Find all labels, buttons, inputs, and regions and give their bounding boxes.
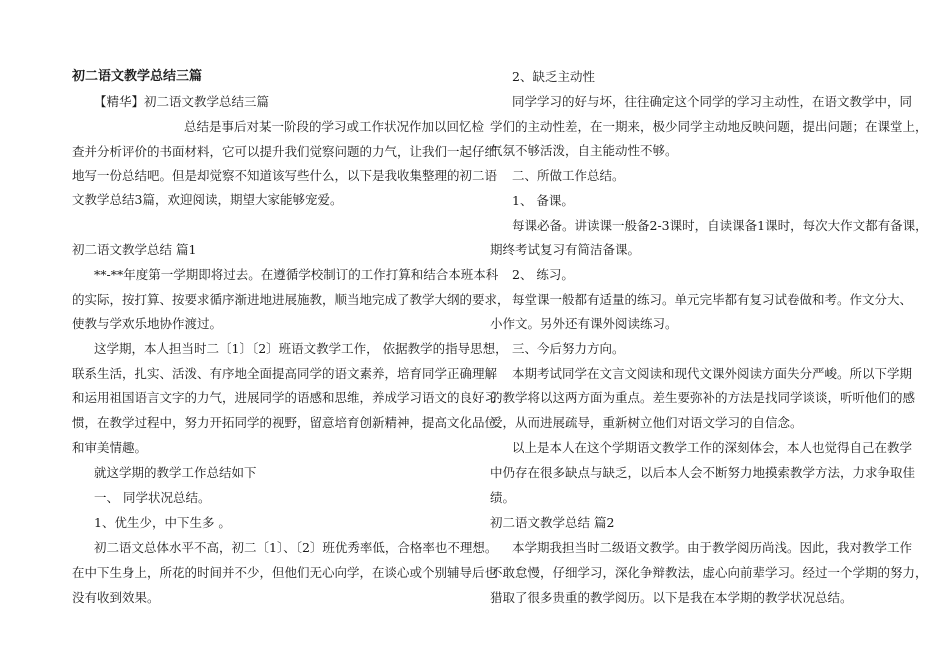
document-subtitle: 【精华】初二语文教学总结三篇 bbox=[94, 94, 270, 109]
paragraph-line: 每堂课一般都有适量的练习。单元完毕都有复习试卷做和考。作文分大、 bbox=[512, 292, 913, 307]
intro-line: 查并分析评价的书面材料，它可以提升我们觉察问题的力气，让我们一起仔细 bbox=[72, 144, 498, 159]
paragraph-line: 联系生活，扎实、活泼、有序地全面提高同学的语文素养，培育同学正确理解 bbox=[72, 366, 498, 381]
paragraph-line: 和审美情趣。 bbox=[72, 440, 148, 455]
paragraph-line: 这学期，本人担当时二〔1〕〔2〕班语文教学工作， 依据教学的指导思想， bbox=[94, 341, 508, 356]
paragraph-line: 在中下生身上，所花的时间并不少，但他们无心向学，在谈心或个别辅导后也 bbox=[72, 565, 498, 580]
paragraph-line: 的实际，按打算、按要求循序渐进地进展施教，顺当地完成了教学大纲的要求， bbox=[72, 292, 510, 307]
intro-line: 总结是事后对某一阶段的学习或工作状况作加以回忆检 bbox=[184, 119, 485, 134]
document-title: 初二语文教学总结三篇 bbox=[72, 69, 203, 84]
paragraph-line: 没有收到效果。 bbox=[72, 590, 160, 605]
paragraph-line: 以上是本人在这个学期语文教学工作的深刻体会，本人也觉得自己在教学 bbox=[512, 440, 913, 455]
paragraph-line: **-**年度第一学期即将过去。在遵循学校制订的工作打算和结合本班本科 bbox=[94, 267, 499, 282]
paragraph-line: 受，从而进展疏导，重新树立他们对语文学习的自信念。 bbox=[490, 415, 803, 430]
paragraph-line: 和运用祖国语言文字的力气，进展同学的语感和思维，养成学习语文的良好习 bbox=[72, 390, 498, 405]
paragraph-line: 不敢怠慢，仔细学习，深化争辩教法，虚心向前辈学习。经过一个学期的努力， bbox=[490, 565, 928, 580]
paragraph-line: 就这学期的教学工作总结如下 bbox=[94, 465, 257, 480]
list-heading: 三、今后努力方向。 bbox=[512, 341, 625, 356]
list-item: 1、优生少，中下生多 。 bbox=[94, 515, 231, 530]
paragraph-line: 初二语文总体水平不高，初二〔1〕、〔2〕班优秀率低，合格率也不理想。 bbox=[94, 540, 498, 555]
paragraph-line: 本期考试同学在文言文阅读和现代文课外阅读方面失分严峻。所以下学期 bbox=[512, 366, 913, 381]
paragraph-line: 绩。 bbox=[490, 490, 516, 505]
paragraph-line: 猎取了很多贵重的教学阅历。以下是我在本学期的教学状况总结。 bbox=[490, 590, 853, 605]
list-heading: 二、所做工作总结。 bbox=[512, 168, 625, 183]
paragraph-line: 小作文。另外还有课外阅读练习。 bbox=[490, 316, 678, 331]
paragraph-line: 惯，在教学过程中，努力开拓同学的视野，留意培育创新精神，提高文化品位 bbox=[72, 415, 498, 430]
paragraph-line: 期终考试复习有简洁备课。 bbox=[490, 242, 641, 257]
intro-line: 地写一份总结吧。但是却觉察不知道该写些什么，以下是我收集整理的初二语 bbox=[72, 168, 498, 183]
paragraph-line: 使教与学欢乐地协作渡过。 bbox=[72, 316, 223, 331]
paragraph-line: 学们的主动性差，在一期来，极少同学主动地反映问题，提出问题；在课堂上， bbox=[490, 119, 928, 134]
list-item: 2、缺乏主动性 bbox=[512, 69, 595, 84]
paragraph-line: 的教学将以这两方面为重点。差生要弥补的方法是找同学谈谈，听听他们的感 bbox=[490, 390, 916, 405]
list-heading: 一、 同学状况总结。 bbox=[94, 490, 211, 505]
paragraph-line: 同学学习的好与坏，往往确定这个同学的学习主动性，在语文教学中，同 bbox=[512, 94, 913, 109]
paragraph-line: 中仍存在很多缺点与缺乏，以后本人会不断努力地摸索教学方法，力求争取佳 bbox=[490, 465, 916, 480]
section-heading: 初二语文教学总结 篇2 bbox=[490, 515, 615, 530]
list-item: 2、 练习。 bbox=[512, 267, 574, 282]
paragraph-line: 每课必备。讲读课一般备2-3课时，自读课备1课时，每次大作文都有备课， bbox=[512, 218, 928, 233]
intro-line: 文教学总结3篇，欢迎阅读，期望大家能够宠爱。 bbox=[72, 192, 343, 207]
list-item: 1、 备课。 bbox=[512, 193, 574, 208]
paragraph-line: 本学期我担当时二级语文教学。由于教学阅历尚浅。因此，我对教学工作 bbox=[512, 540, 913, 555]
paragraph-line: 气氛不够活泼，自主能动性不够。 bbox=[490, 143, 678, 158]
section-heading: 初二语文教学总结 篇1 bbox=[72, 242, 197, 257]
